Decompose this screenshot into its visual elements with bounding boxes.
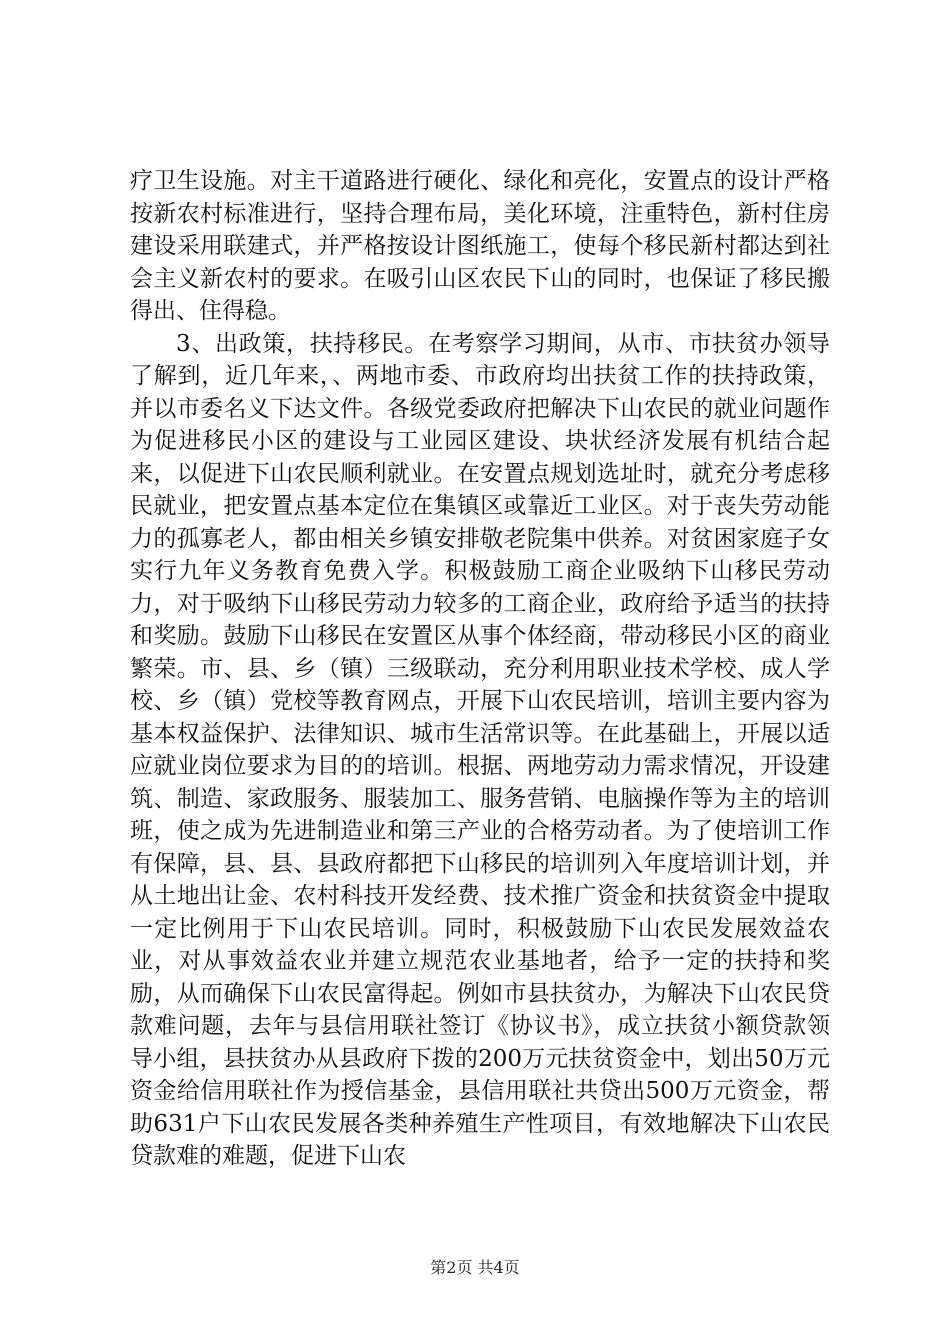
paragraph-continuation: 疗卫生设施。对主干道路进行硬化、绿化和亮化，安置点的设计严格按新农村标准进行，坚持合理布局，美化环境，注重特色，新村住房建设采用联建式，并严格按设计图纸施工，使每个移民新村都达到社会主义新农村的要求。在吸引山区农民下山的同时，也保证了移民搬得出、住得稳。 xyxy=(130,168,830,324)
document-body xyxy=(130,165,830,1173)
page-footer: 第2页 共4页 xyxy=(430,1258,520,1277)
paragraph-policy-support: 3、出政策，扶持移民。在考察学习期间，从市、市扶贫办领导了解到，近几年来，、两地市委、市政府均出扶贫工作的扶持政策，并以市委名义下达文件。各级党委政府把解决下山农民的就业问题作为促进移民小区的建设与工业园区建设、块状经济发展有机结合起来，以促进下山农民顺利就业。在安置点规划选址时，就充分考虑移民就业，把安置点基本定位在集镇区或靠近工业区。对于丧失劳动能力的孤寡老人，都由相关乡镇安排敬老院集中供养。对贫困家庭子女实行九年义务教育免费入学。积极鼓励工商企业吸纳下山移民劳动力，对于吸纳下山移民劳动力较多的工商企业，政府给予适当的扶持和奖励。鼓励下山移民在安置区从事个体经商，带动移民小区的商业繁荣。市、县、乡（镇）三级联动，充分利用职业技术学校、成人学校、乡（镇）党校等教育网点，开展下山农民培训，培训主要内容为基本权益保护、法律知识、城市生活常识等。在此基础上，开展以适应就业岗位要求为目的的培训。根据、两地劳动力需求情况，开设建筑、制造、家政服务、服装加工、服务营销、电脑操作等为主的培训班，使之成为先进制造业和第三产业的合格劳动者。为了使培训工作有保障，县、县、县政府都把下山移民的培训列入年度培训计划，并从土地出让金、农村科技开发经费、技术推广资金和扶贫资金中提取一定比例用于下山农民培训。同时，积极鼓励下山农民发展效益农业，对从事效益农业并建立规范农业基地者，给予一定的扶持和奖励，从而确保下山农民富得起。例如市县扶贫办，为解决下山农民贷款难问题，去年与县信用联社签订《协议书》，成立扶贫小额贷款领导小组，县扶贫办从县政府下拨的200万元扶贫资金中，划出50万元资金给信用联社作为授信基金，县信用联社共贷出500万元资金，帮助631户下山农民发展各类种养殖生产性项目，有效地解决下山农民贷款难的难题，促进下山农 xyxy=(130,330,830,1169)
